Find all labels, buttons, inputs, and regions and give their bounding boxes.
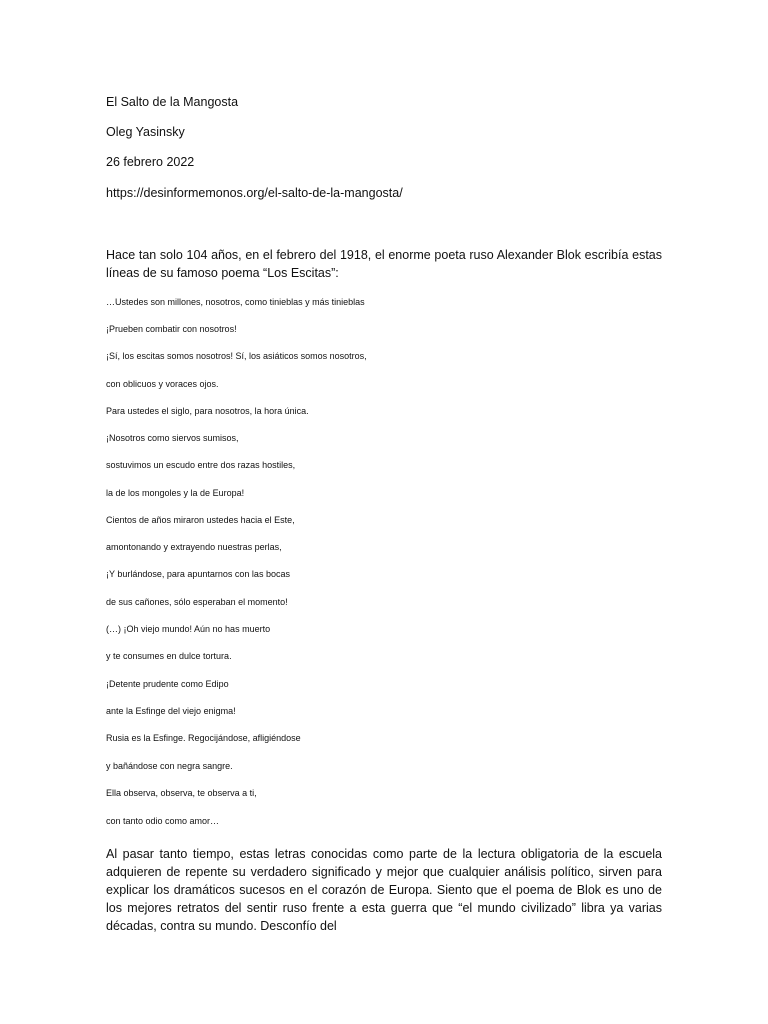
author-name: Oleg Yasinsky [106, 125, 185, 139]
poem-line: la de los mongoles y la de Europa! [106, 488, 245, 498]
poem-line: ¡Detente prudente como Edipo [106, 679, 229, 689]
poem-line: y te consumes en dulce tortura. [106, 651, 232, 661]
poem-line: con oblicuos y voraces ojos. [106, 379, 219, 389]
poem-line: de sus cañones, sólo esperaban el momento! [106, 597, 288, 607]
poem-line: ¡Nosotros como siervos sumisos, [106, 433, 239, 443]
poem-line: …Ustedes son millones, nosotros, como tinieblas y más tinieblas [106, 297, 365, 307]
poem-line: (…) ¡Oh viejo mundo! Aún no has muerto [106, 624, 271, 634]
poem-line: Para ustedes el siglo, para nosotros, la hora única. [106, 406, 309, 416]
poem-line: con tanto odio como amor… [106, 816, 220, 826]
source-url: https://desinformemonos.org/el-salto-de-la-mangosta/ [106, 186, 403, 200]
poem-line: amontonando y extrayendo nuestras perlas, [106, 542, 282, 552]
poem-line: Cientos de años miraron ustedes hacia el Este, [106, 515, 295, 525]
body-paragraph: Al pasar tanto tiempo, estas letras conocidas como parte de la lectura obligatoria de la escuela adquieren de repente su verdadero significado y mejor que cualquier análisis político, sirven para explicar los dramáticos sucesos en el corazón de Europa. Siento que el poema de Blok es uno de los mejores retratos del sentir ruso frente a esta guerra que “el mundo civilizado” libra ya varias décadas, contra su mundo. Desconfío del [106, 847, 662, 933]
article-title: El Salto de la Mangosta [106, 95, 239, 109]
poem-line: ¡Y burlándose, para apuntarnos con las bocas [106, 569, 290, 579]
poem-line: Ella observa, observa, te observa a ti, [106, 788, 257, 798]
poem-line: y bañándose con negra sangre. [106, 761, 233, 771]
poem-line: Rusia es la Esfinge. Regocijándose, afligiéndose [106, 733, 301, 743]
publication-date: 26 febrero 2022 [106, 155, 195, 169]
poem-line: ¡Sí, los escitas somos nosotros! Sí, los asiáticos somos nosotros, [106, 351, 367, 361]
poem-line: sostuvimos un escudo entre dos razas hostiles, [106, 460, 296, 470]
poem-line: ¡Prueben combatir con nosotros! [106, 324, 237, 334]
poem-line: ante la Esfinge del viejo enigma! [106, 706, 236, 716]
intro-paragraph: Hace tan solo 104 años, en el febrero del 1918, el enorme poeta ruso Alexander Blok escribía estas líneas de su famoso poema “Los Escitas”: [106, 248, 662, 280]
